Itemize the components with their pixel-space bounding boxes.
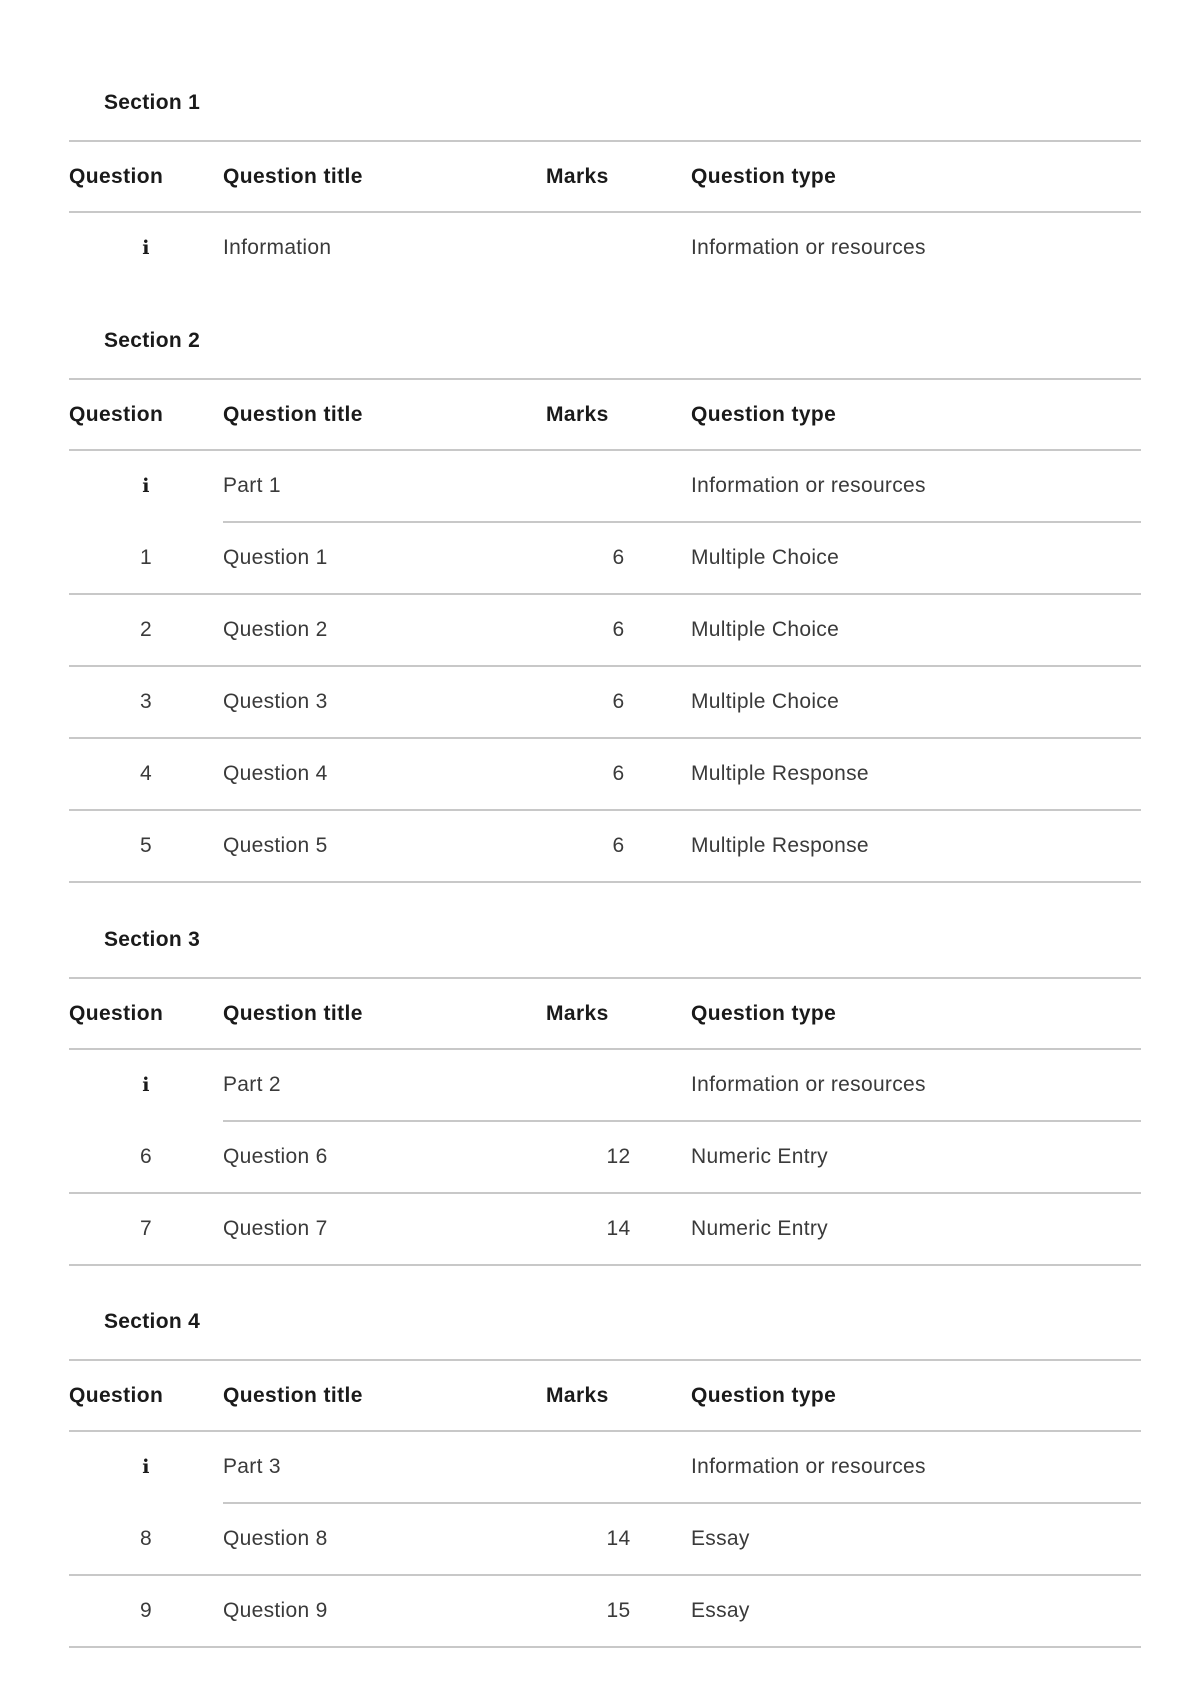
header-question: Question [69,141,223,212]
question-title: Question 6 [223,1121,546,1193]
question-number-cell [69,1431,223,1503]
header-question: Question [69,1360,223,1431]
question-type: Numeric Entry [691,1193,1141,1265]
question-title: Question 3 [223,666,546,738]
questions-table [69,977,1141,1266]
header-question-title: Question title [223,141,546,212]
question-title: Question 5 [223,810,546,882]
question-marks: 14 [546,1503,691,1575]
header-question: Question [69,379,223,450]
header-question-title: Question title [223,1360,546,1431]
question-type: Information or resources [691,1049,1141,1121]
question-marks: 6 [546,666,691,738]
header-question-type: Question type [691,978,1141,1049]
question-number: 8 [69,1503,223,1575]
table-header-row [69,141,1141,212]
question-type: Multiple Choice [691,522,1141,594]
question-type: Essay [691,1503,1141,1575]
section-block [69,1305,1141,1648]
table-header-row [69,978,1141,1049]
table-row[interactable] [69,810,1141,882]
question-title: Part 3 [223,1431,546,1503]
question-marks: 6 [546,594,691,666]
table-row[interactable] [69,666,1141,738]
header-question-title: Question title [223,978,546,1049]
question-marks: 14 [546,1193,691,1265]
questions-table [69,378,1141,883]
table-row[interactable] [69,1193,1141,1265]
questions-table [69,140,1141,283]
question-title: Question 1 [223,522,546,594]
question-number: 4 [69,738,223,810]
header-question-type: Question type [691,1360,1141,1431]
header-question-title: Question title [223,379,546,450]
question-marks: 6 [546,738,691,810]
table-header-row [69,1360,1141,1431]
question-number: 7 [69,1193,223,1265]
info-row[interactable] [69,1431,1141,1503]
question-number-cell [69,212,223,283]
question-title: Question 2 [223,594,546,666]
header-question: Question [69,978,223,1049]
question-title: Information [223,236,332,259]
info-row[interactable] [69,212,1141,283]
question-number: 6 [69,1121,223,1193]
question-type: Multiple Choice [691,594,1141,666]
question-title: Part 1 [223,450,546,522]
question-type: Numeric Entry [691,1121,1141,1193]
table-header-row [69,379,1141,450]
question-number: 5 [69,810,223,882]
header-question-type: Question type [691,141,1141,212]
question-type: Information or resources [691,236,926,259]
info-row[interactable] [69,1049,1141,1121]
question-marks: 6 [546,810,691,882]
question-marks: 12 [546,1121,691,1193]
section-block [69,923,1141,1266]
question-type: Essay [691,1575,1141,1647]
question-title: Question 8 [223,1503,546,1575]
table-row[interactable] [69,1121,1141,1193]
header-marks: Marks [546,141,691,212]
question-marks [546,1431,691,1503]
section-title: Section 2 [104,329,201,352]
table-row[interactable] [69,1575,1141,1647]
question-marks [546,450,691,522]
section-title: Section 3 [104,928,201,951]
header-marks: Marks [546,978,691,1049]
info-icon: i [142,1456,150,1478]
question-title: Question 9 [223,1575,546,1647]
section-title: Section 4 [104,1310,201,1333]
question-title: Question 7 [223,1193,546,1265]
section-block [69,324,1141,883]
table-row[interactable] [69,1503,1141,1575]
info-icon: i [142,475,150,497]
section-block [69,86,1141,283]
question-number: 9 [69,1575,223,1647]
question-type: Information or resources [691,1431,1141,1503]
header-question-type: Question type [691,379,1141,450]
question-number: 1 [69,522,223,594]
header-marks: Marks [546,379,691,450]
question-number: 2 [69,594,223,666]
question-marks [546,212,691,283]
question-marks [546,1049,691,1121]
question-type: Multiple Choice [691,666,1141,738]
questions-table [69,1359,1141,1648]
question-title: Part 2 [223,1049,546,1121]
question-type: Multiple Response [691,738,1141,810]
question-marks: 15 [546,1575,691,1647]
question-type: Multiple Response [691,810,1141,882]
question-marks: 6 [546,522,691,594]
table-row[interactable] [69,594,1141,666]
info-icon: i [142,237,150,259]
info-row[interactable] [69,450,1141,522]
info-icon: i [142,1074,150,1096]
table-row[interactable] [69,522,1141,594]
header-marks: Marks [546,1360,691,1431]
question-number: 3 [69,666,223,738]
table-row[interactable] [69,738,1141,810]
question-type: Information or resources [691,450,1141,522]
question-number-cell [69,450,223,522]
section-title: Section 1 [104,91,201,114]
question-number-cell [69,1049,223,1121]
question-title: Question 4 [223,738,546,810]
